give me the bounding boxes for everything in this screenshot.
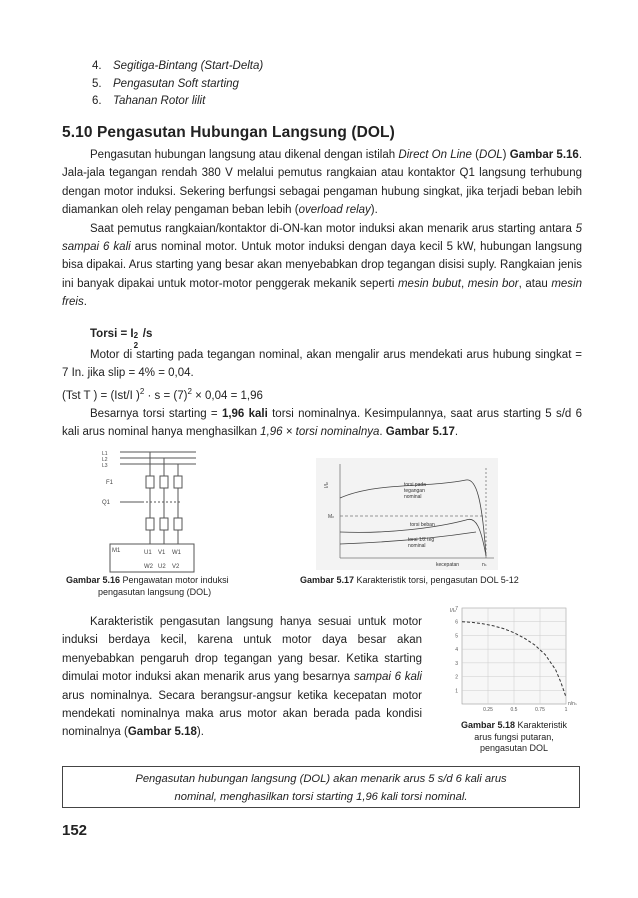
svg-text:nominal: nominal — [404, 494, 422, 500]
label-v2: V2 — [172, 564, 180, 570]
label-f1: F1 — [106, 480, 114, 486]
body-text-2 — [62, 346, 582, 442]
svg-text:Mₙ: Mₙ — [328, 514, 335, 520]
figure-caption-517: Gambar 5.17 Karakteristik torsi, pengasutan DOL 5-12 — [300, 575, 519, 585]
label-l2: L2 — [102, 457, 108, 463]
current-characteristic-chart — [440, 600, 580, 718]
svg-text:nominal: nominal — [408, 543, 426, 549]
y-tick-label: 3 — [455, 660, 458, 667]
y-tick-label: 7 — [455, 606, 458, 612]
torque-formula: Torsi = I 2 2 /s — [90, 328, 153, 350]
svg-text:torsi pada: torsi pada — [404, 482, 426, 488]
y-axis-label: I/Iₙ — [450, 608, 457, 614]
paragraph: Pengasutan hubungan langsung atau dikenal dengan istilah Direct On Line (DOL) Gambar 5.16. Jala-jala tegangan rendah 380 V melalui pemutus rangkaian atau kontaktor Q1 langsung terhubung dengan motor induksi. Sekering berfungsi sebagai pengaman hubung singkat, jika terjadi beban lebih diamankan oleh relay pengaman beban lebih (overload relay). — [62, 149, 583, 217]
label-q1: Q1 — [102, 500, 111, 506]
label-l1: L1 — [102, 451, 108, 457]
method-list — [92, 58, 263, 111]
x-tick-label: 0.25 — [483, 707, 493, 713]
label-m1: M1 — [112, 548, 121, 554]
svg-text:torsi 1/2 teg: torsi 1/2 teg — [408, 537, 435, 543]
x-tick-label: 0.75 — [535, 707, 545, 713]
x-tick-label: 1 — [564, 707, 568, 713]
page-number: 152 — [62, 822, 88, 839]
x-tick-label: 0.5 — [510, 707, 518, 713]
svg-text:nₛ: nₛ — [482, 562, 487, 568]
paragraph: Besarnya torsi starting = 1,96 kali torsi nominalnya. Kesimpulannya, saat arus starting 5 s/d 6 kali arus nominal hanya menghasilkan 1,96 × torsi nominalnya. Gambar 5.17. — [62, 408, 582, 439]
label-u1: U1 — [144, 550, 152, 556]
torque-characteristic-figure — [316, 458, 498, 570]
body-text-3 — [62, 613, 422, 742]
figure-caption-518: Gambar 5.18 Karakteristik arus fungsi putaran, pengasutan DOL — [460, 720, 568, 753]
svg-text:torsi beban: torsi beban — [410, 522, 435, 528]
x-axis-label: n/nₛ — [568, 701, 577, 707]
svg-text:kecepatan: kecepatan — [436, 562, 460, 568]
paragraph: Motor di starting pada tegangan nominal, akan mengalir arus mendekati arus hubung singkat = 7 In. jika slip = 4% = 0,04. — [62, 349, 582, 380]
y-tick-label: 2 — [455, 674, 458, 681]
label-l3: L3 — [102, 463, 108, 469]
y-tick-label: 5 — [455, 633, 458, 640]
list-item: 6. Tahanan Rotor lilit — [92, 95, 206, 107]
label-w2: W2 — [144, 564, 153, 570]
svg-text:I/Iₙ: I/Iₙ — [324, 481, 330, 488]
y-tick-label: 4 — [455, 647, 458, 654]
label-v1: V1 — [158, 550, 166, 556]
label-u2: U2 — [158, 564, 166, 570]
svg-text:tegangan: tegangan — [404, 488, 425, 494]
y-tick-label: 6 — [455, 619, 458, 626]
section-title: 5.10 Pengasutan Hubungan Langsung (DOL) — [62, 124, 395, 141]
equation: (Tst T ) = (Ist/I )$^2 \cdot s = (7)^2 \times 0,04 = 1,96$ — [62, 386, 263, 402]
figure-caption-516: Gambar 5.16 Pengawatan motor induksi pengasutan langsung (DOL) — [66, 575, 229, 597]
list-item: 5. Pengasutan Soft starting — [92, 77, 239, 90]
summary-box: Pengasutan hubungan langsung (DOL) akan menarik arus 5 s/d 6 kali arus nominal, menghasilkan torsi starting 1,96 kali torsi nominal. — [62, 766, 580, 808]
paragraph: Saat pemutus rangkaian/kontaktor di-ON-kan motor induksi akan menarik arus starting antara 5 sampai 6 kali arus nominal motor. Untuk motor induksi dengan daya kecil 5 kW, hubungan langsung bisa dipakai. Arus starting yang besar akan menyebabkan drop tegangan disisi suply. Rangkaian jenis ini banyak dipakai untuk motor-motor penggerak mekanik seperti mesin bubut, mesin bor, atau mesin freis. — [62, 222, 582, 309]
label-w1: W1 — [172, 550, 181, 556]
wiring-diagram-figure — [100, 446, 200, 576]
paragraph: Karakteristik pengasutan langsung hanya sesuai untuk motor induksi berdaya kecil, karena untuk motor daya besar akan menyebabkan pengaruh drop tegangan yang besar. Ketika starting dimulai motor induksi akan menarik arus yang besarnya sampai 6 kali arus nominalnya. Secara berangsur-angsur ketika kecepatan motor mendekati nominalnya maka arus motor akan berada pada kondisi nominalnya (Gambar 5.18). — [62, 616, 422, 739]
y-tick-label: 1 — [455, 688, 458, 695]
list-item: 4. Segitiga-Bintang (Start-Delta) — [92, 60, 264, 72]
body-text-1 — [62, 146, 582, 312]
